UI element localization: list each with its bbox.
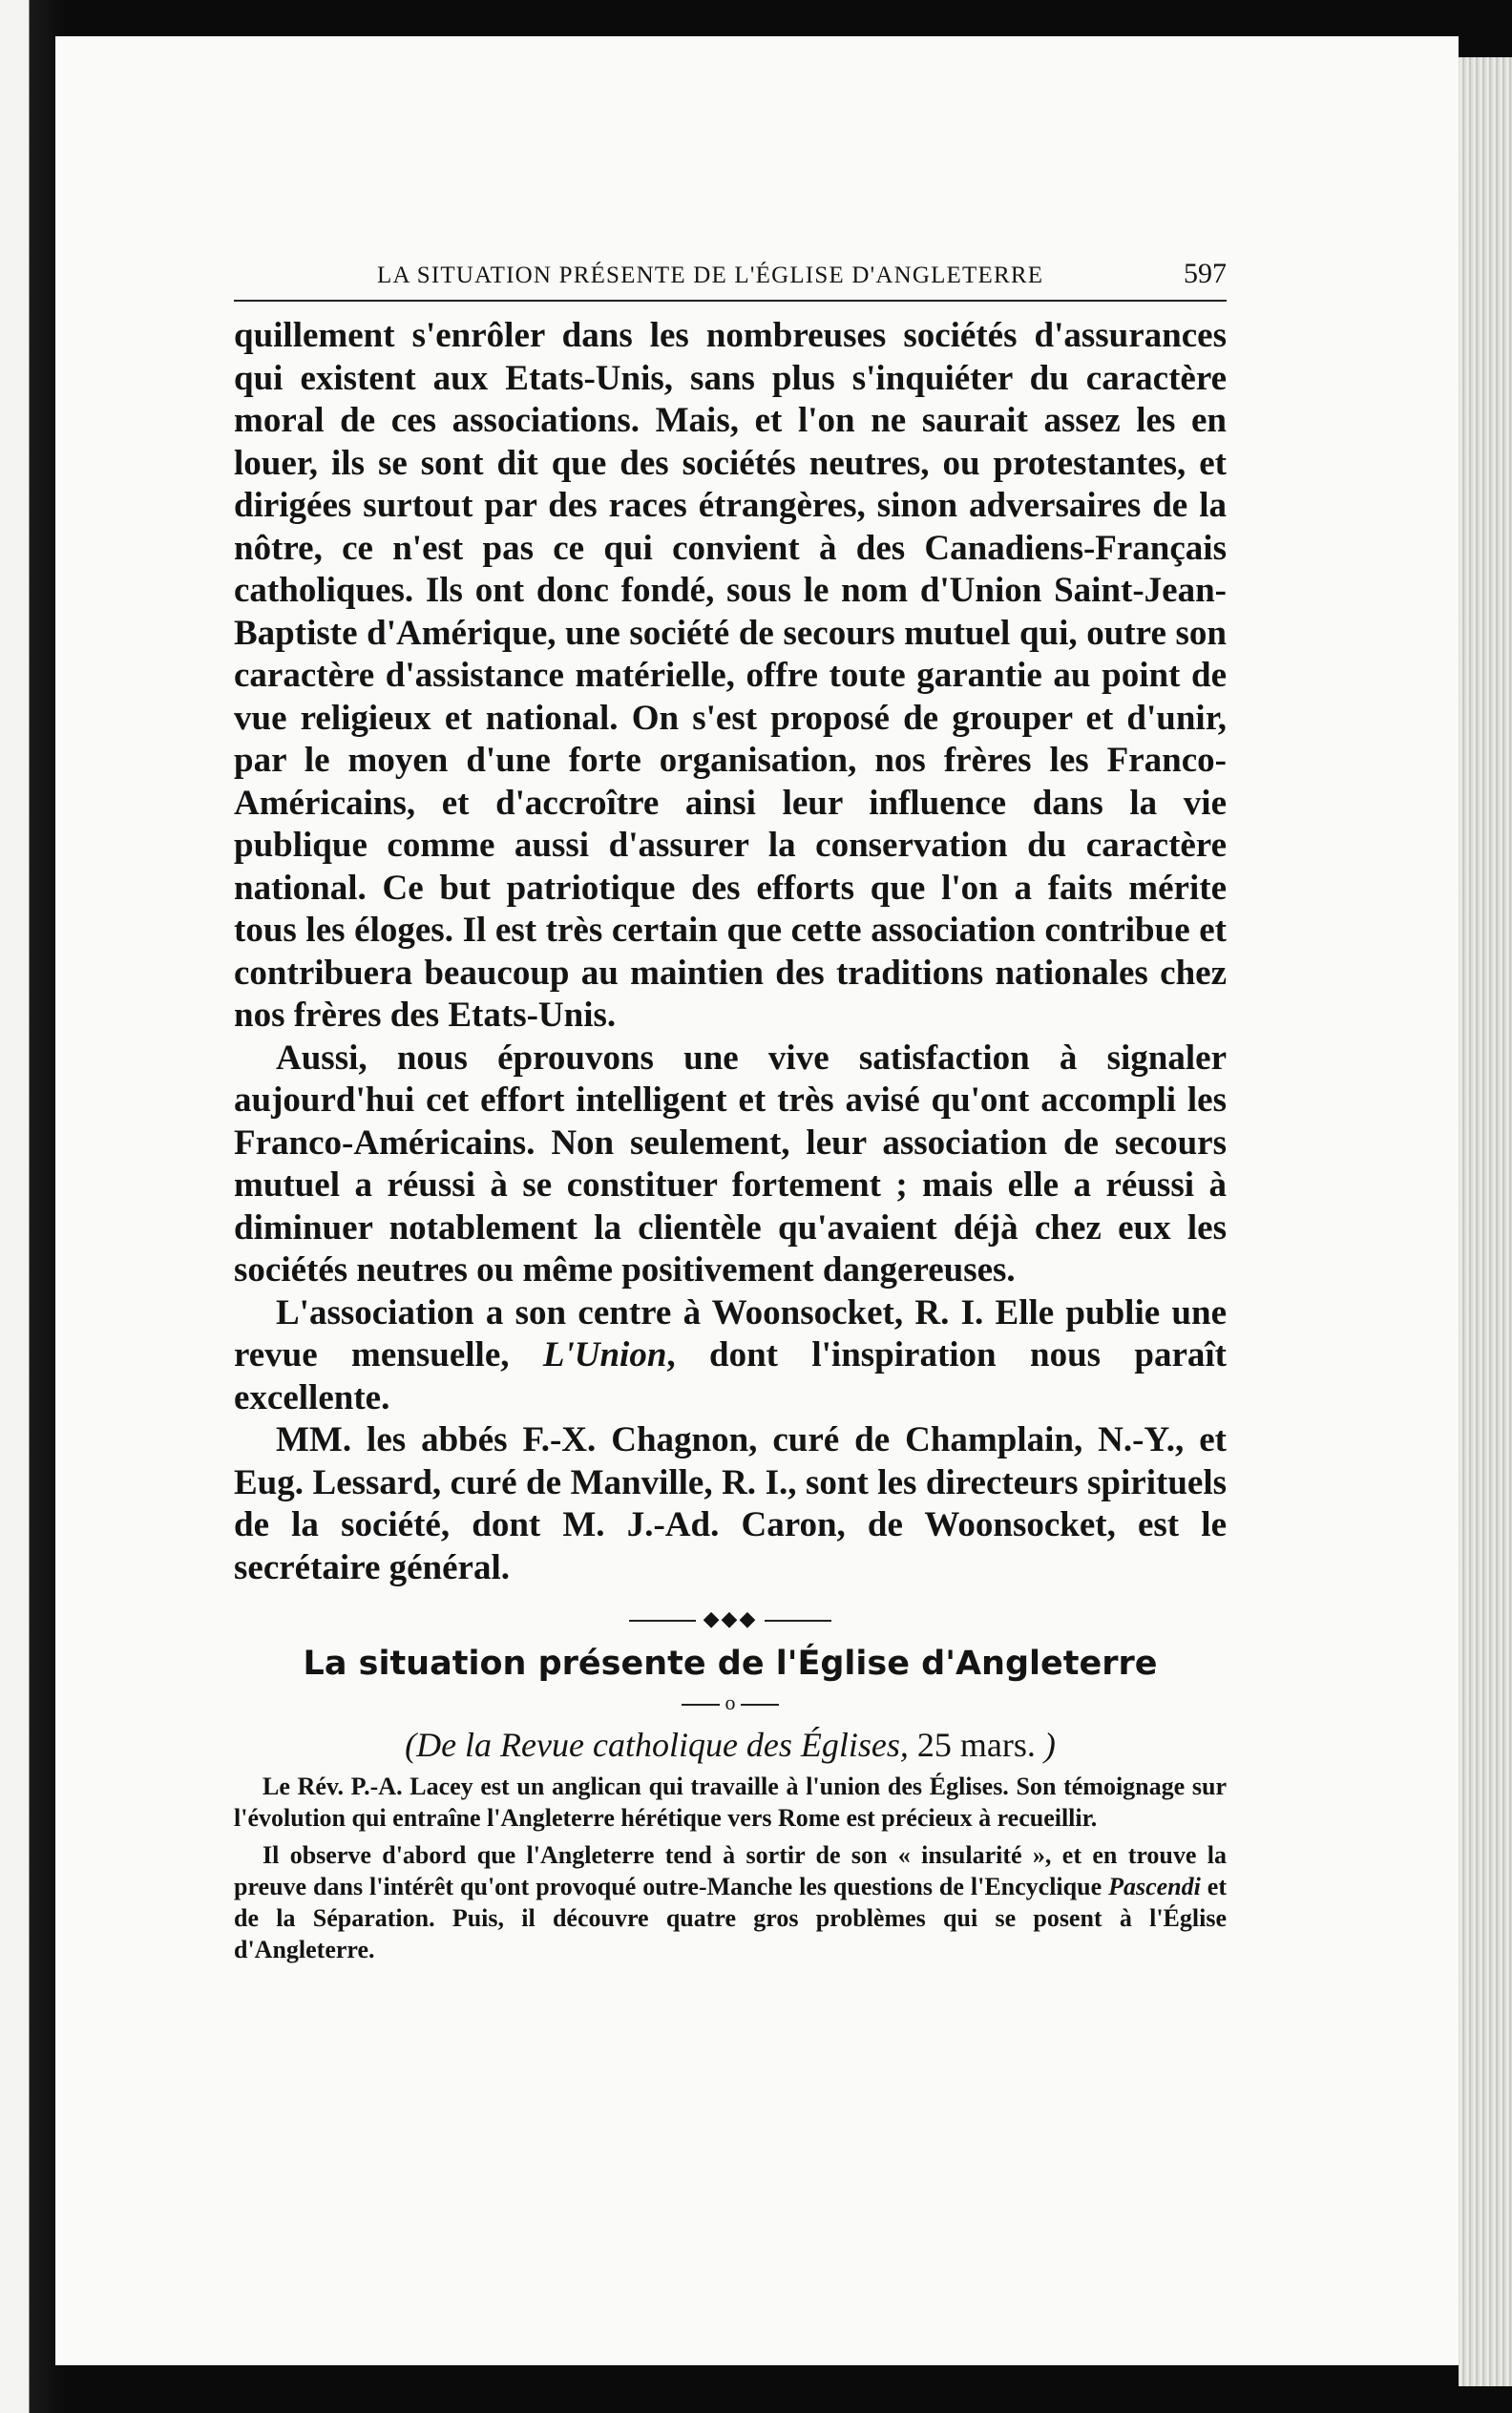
journal-title: L'Union xyxy=(542,1335,667,1374)
running-header xyxy=(234,258,1227,302)
section-divider: ◆◆◆ xyxy=(234,1606,1227,1631)
paragraph: MM. les abbés F.-X. Chagnon, curé de Champlain, N.-Y., et Eug. Lessard, curé de Manville, R. I., sont les directeurs spirituels de la société, dont M. J.-Ad. Caron, de Woonsocket, est le secrétaire général. xyxy=(234,1420,1227,1587)
article-body xyxy=(234,315,1227,1589)
running-title: LA SITUATION PRÉSENTE DE L'ÉGLISE D'ANGLETERRE xyxy=(377,262,1044,288)
paragraph-text: Il observe d'abord que l'Angleterre tend à sortir de son « insularité », et en trouve la preuve dans l'intérêt qu'ont provoqué outre-Manche les questions de l'Encyclique xyxy=(234,1841,1227,1900)
source-italic: (De la Revue catholique des Églises, xyxy=(405,1726,909,1764)
paragraph-text: et de la Séparation. Puis, il découvre quatre gros problèmes qui se posent à l'Église d'Angleterre. xyxy=(234,1873,1227,1963)
source-citation xyxy=(234,1725,1227,1765)
page-number: 597 xyxy=(1184,258,1227,289)
paragraph: quillement s'enrôler dans les nombreuses sociétés d'assurances qui existent aux Etats-Unis, sans plus s'inquiéter du caractère moral de ces associations. Mais, et l'on ne saurait assez les en louer, ils se sont dit que des sociétés neutres, ou protestantes, et dirigées surtout par des races étrangères, sinon adversaires de la nôtre, ce n'est pas ce qui convient à des Canadiens-Français catholiques. Ils ont donc fondé, sous le nom d'Union Saint-Jean-Baptiste d'Amérique, une société de secours mutuel qui, outre son caractère d'assistance matérielle, offre toute garantie au point de vue religieux et national. On s'est proposé de grouper et d'unir, par le moyen d'une forte organisation, nos frères les Franco-Américains, et d'accroître ainsi leur influence dans la vie publique comme aussi d'assurer la conservation du caractère national. Ce but patriotique des efforts que l'on a faits mérite tous les éloges. Il est très certain que cette association contribue et contribuera beaucoup au maintien des traditions nationales chez nos frères des Etats-Unis. xyxy=(234,316,1227,1035)
excerpt-body xyxy=(234,1771,1227,1965)
small-paragraph xyxy=(234,1839,1227,1965)
source-close: ) xyxy=(1035,1726,1056,1764)
page-stack-edge xyxy=(1459,57,1512,2386)
encyclical-title: Pascendi xyxy=(1108,1873,1201,1900)
small-paragraph: Le Rév. P.-A. Lacey est un anglican qui travaille à l'union des Églises. Son témoignage sur l'évolution qui entraîne l'Angleterre hérétique vers Rome est précieux à recueillir. xyxy=(234,1773,1227,1832)
paragraph: Aussi, nous éprouvons une vive satisfaction à signaler aujourd'hui cet effort intelligent et très avisé qu'ont accompli les Franco-Américains. Non seulement, leur association de secours mutuel a réussi à se constituer fortement ; mais elle a réussi à diminuer notablement la clientèle qu'avaient déjà chez eux les sociétés neutres ou même positivement dangereuses. xyxy=(234,1038,1227,1290)
paragraph-text: , dont l'inspiration nous paraît excellente. xyxy=(234,1335,1227,1417)
section-title: La situation présente de l'Église d'Angleterre xyxy=(303,1645,1158,1683)
page-content xyxy=(234,258,1227,1965)
paragraph xyxy=(234,1292,1227,1420)
title-divider: o xyxy=(234,1690,1227,1715)
paragraph-text: L'association a son centre à Woonsocket, R. I. Elle publie une revue mensuelle, xyxy=(234,1292,1227,1374)
source-date: 25 mars. xyxy=(908,1726,1036,1764)
